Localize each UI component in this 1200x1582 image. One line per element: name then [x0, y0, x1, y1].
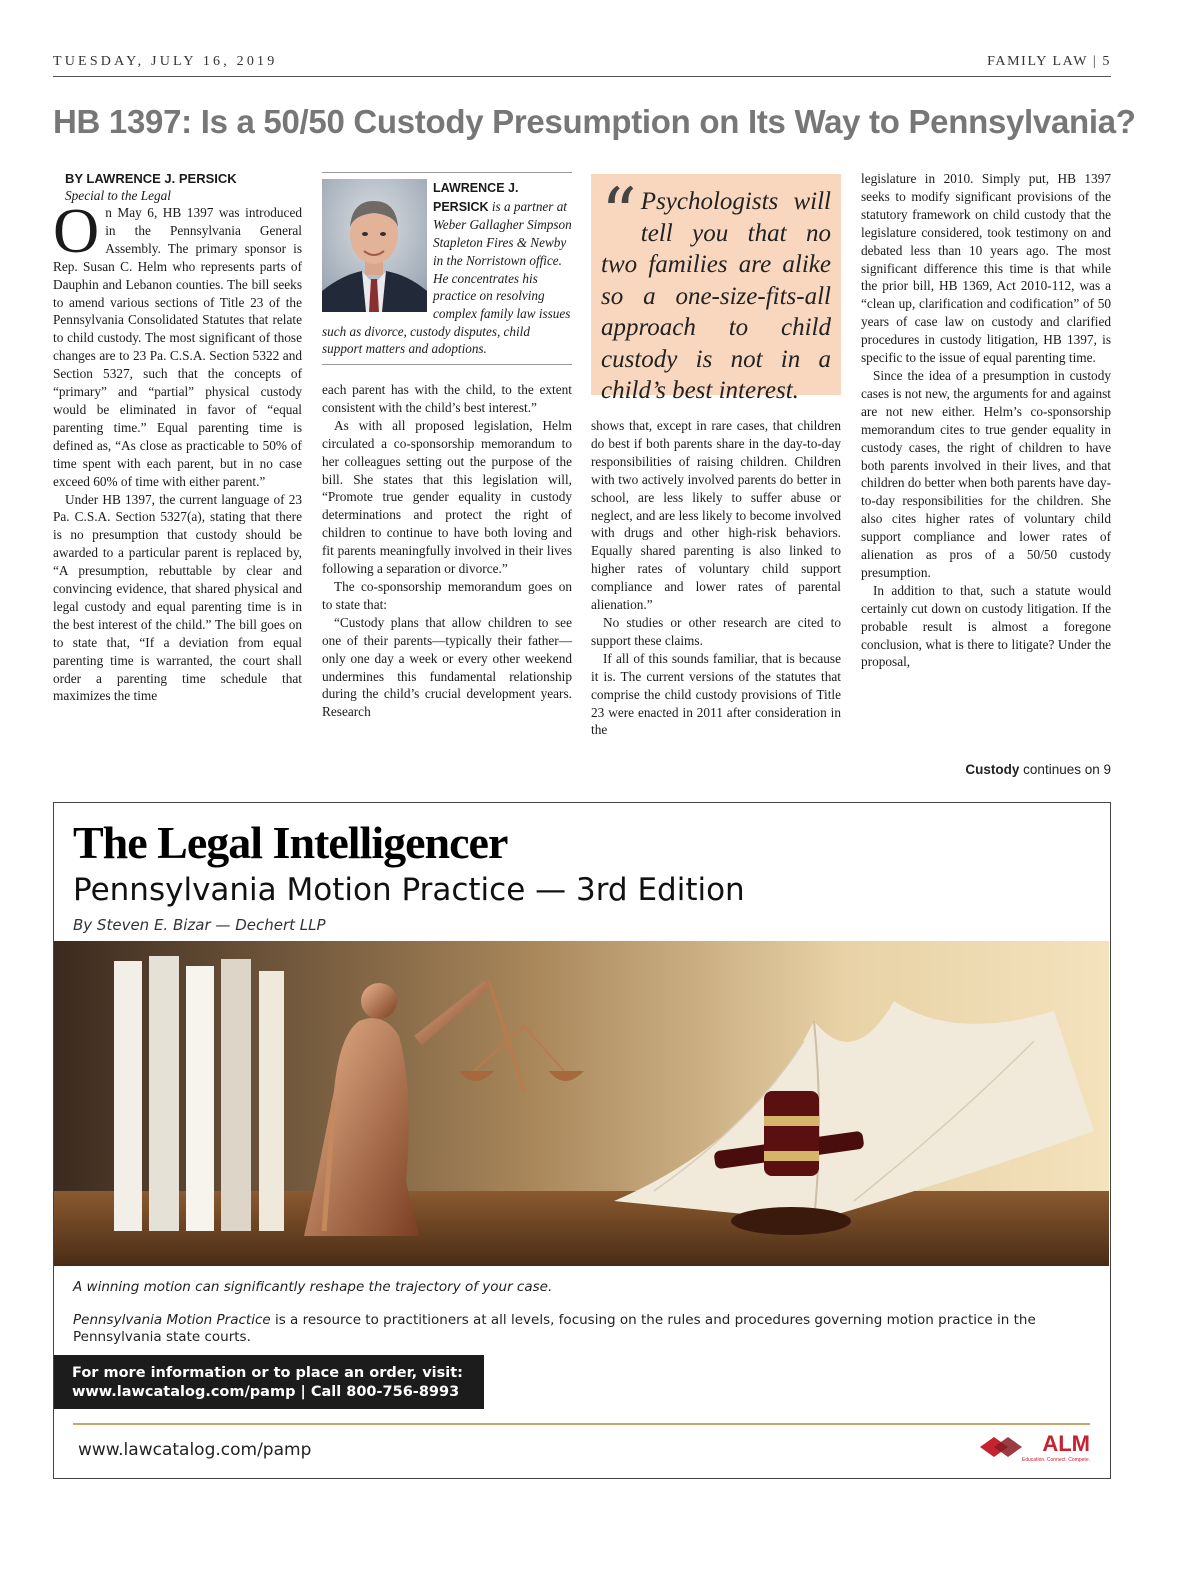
byline-author: BY LAWRENCE J. PERSICK	[65, 171, 237, 186]
continues-jump-line: Custody continues on 9	[965, 762, 1111, 777]
book-author: By Steven E. Bizar — Dechert LLP	[73, 916, 326, 934]
alm-wordmark: ALM	[1042, 1431, 1090, 1456]
section-page-label: FAMILY LAW | 5	[987, 54, 1111, 69]
ad-tagline: A winning motion can significantly reshape the trajectory of your case.	[73, 1279, 553, 1295]
author-bio	[322, 172, 572, 365]
page-header	[53, 52, 1111, 77]
advertisement	[53, 802, 1111, 1479]
order-info-box	[54, 1355, 484, 1409]
alm-tagline: Education. Connect. Compete.	[1021, 1457, 1090, 1463]
order-info-line-1: For more information or to place an order, visit:	[72, 1365, 463, 1381]
body-paragraph: In addition to that, such a statute would certainly cut down on custody litigation. If the probable result is almost a foregone conclusion, what is there to litigate? Under the proposal,	[861, 582, 1111, 670]
publication-logo: The Legal Intelligencer	[73, 817, 508, 868]
article-column-4	[861, 170, 1111, 671]
body-paragraph: If all of this sounds familiar, that is because it is. The current versions of the statutes that comprise the child custody provisions of Title 23 were enacted in 2011 after consideration in the	[591, 650, 841, 738]
alm-logo	[980, 1433, 1090, 1465]
issue-date: TUESDAY, JULY 16, 2019	[53, 54, 278, 69]
body-paragraph: each parent has with the child, to the extent consistent with the child’s best interest.”	[322, 382, 572, 415]
drop-cap: O	[53, 195, 100, 266]
justice-statue-book-image	[54, 941, 1109, 1266]
ad-photo-illustration	[54, 941, 1109, 1266]
article-column-3	[591, 174, 841, 739]
bio-text: LAWRENCE J. PERSICK is a partner at Weber Gallagher Simpson Stapleton Fires & Newby in the Norristown office. He concentrates his practice on resolving complex family law issues such as divorce, custody disputes, child support matters and adoptions.	[322, 181, 572, 357]
body-paragraph: The co-sponsorship memorandum goes on to state that:	[322, 579, 572, 612]
body-paragraph: Since the idea of a presumption in custody cases is not new, the arguments for and against are not new either. Helm’s co-sponsorship memorandum cites to true gender equality in custody cases, the right of children to have both parents involved in their lives, and that children do better when both parents have day-to-day responsibilities for the children. She also cites higher rates of voluntary child support compliance and lower rates of alienation as pros of a 50/50 custody presumption.	[861, 367, 1111, 580]
bio-name: LAWRENCE J. PERSICK	[433, 181, 519, 214]
catalog-url: www.lawcatalog.com/pamp	[78, 1440, 312, 1460]
author-portrait-image	[322, 179, 427, 312]
pull-quote-text: Psychologists will tell you that no two families are alike so a one-size-fits-all approach to child custody is not in a child’s best interest.	[601, 188, 831, 404]
body-paragraph: As with all proposed legislation, Helm circulated a co-sponsorship memorandum to her colleagues setting out the purpose of the bill. She states that this legislation will, “Promote true gender equality in custody determinations and protect the right of children to continue to have both loving and fit parents meaningfully involved in their lives following a separation or divorce.”	[322, 417, 572, 577]
article-column-1	[53, 170, 302, 705]
body-paragraph: Under HB 1397, the current language of 23 Pa. C.S.A. Section 5327(a), stating that there is no presumption that custody should be awarded to a particular parent is replaced by, “A presumption, rebuttable by clear and convincing evidence, that shared physical and legal custody and equal parenting time is in the best interest of the child.” The bill goes on to state that, “If a deviation from equal parenting time is warranted, the court shall order a parenting time schedule that maximizes the time	[53, 491, 302, 704]
order-info-line-2: www.lawcatalog.com/pamp | Call 800-756-8993	[72, 1384, 460, 1400]
lead-paragraph: On May 6, HB 1397 was introduced in the Pennsylvania General Assembly. The primary sponsor is Rep. Susan C. Helm who represents parts of Dauphin and Lebanon counties. The bill seeks to amend various sections of Title 23 of the Pennsylvania Consolidated Statutes that relate to child custody. The most significant of those changes are to 23 Pa. C.S.A. Section 5322 and Section 5327, such that the concepts of “primary” and “partial” physical custody would be eliminated in favor of “equal parenting time.” Equal parenting time is defined as, “As close as practicable to 50% of time spent with each parent, but in no case exceed 60% of time with either parent.”	[53, 195, 302, 489]
ad-description: Pennsylvania Motion Practice is a resource to practitioners at all levels, focusing on the rules and procedures governing motion practice in the Pennsylvania state courts.	[73, 1312, 1036, 1345]
byline-special: Special to the Legal	[65, 188, 171, 203]
body-paragraph: shows that, except in rare cases, that children do best if both parents share in the day-to-day responsibilities of raising children. Children with two actively involved parents do better in school, are less likely to suffer abuse or neglect, and are less likely to become involved with drugs and other high-risk behaviors. Equally shared parenting is also linked to higher rates of voluntary child support compliance and lower rates of parental alienation.”	[591, 418, 841, 613]
article-column-2	[322, 172, 572, 721]
jump-keyword: Custody	[965, 762, 1020, 777]
author-photo	[322, 179, 427, 312]
pull-quote	[591, 173, 841, 404]
quote-mark-icon: “	[601, 173, 637, 255]
alm-mark-icon	[980, 1435, 1022, 1459]
body-paragraph: “Custody plans that allow children to see one of their parents—typically their father—only one day a week or every other weekend undermines this fundamental relationship during the child’s crucial development years. Research	[322, 614, 572, 720]
ad-divider	[73, 1423, 1090, 1425]
article-headline: HB 1397: Is a 50/50 Custody Presumption on Its Way to Pennsylvania?	[53, 103, 1136, 140]
book-title: Pennsylvania Motion Practice — 3rd Edition	[73, 872, 745, 908]
body-paragraph: No studies or other research are cited to support these claims.	[591, 614, 841, 648]
body-paragraph: legislature in 2010. Simply put, HB 1397 seeks to modify significant provisions of the statutory framework on child custody that the legislature considered, took testimony on and debated less than 10 years ago. The most significant difference this time is that while the prior bill, HB 1369, Act 2010-112, was a “clean up, clarification and codification” of 50 years of case law on custody and clarified procedures in custody litigation, HB 1397, is specific to the issue of equal parenting time.	[861, 171, 1111, 366]
